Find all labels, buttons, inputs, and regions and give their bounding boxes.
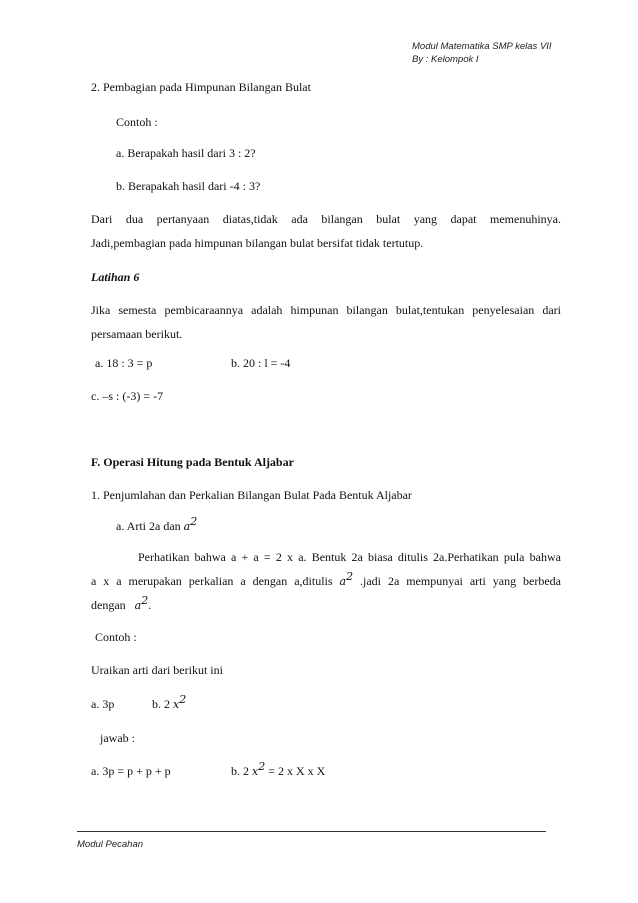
section2-title: 2. Pembagian pada Himpunan Bilangan Bulat <box>91 80 311 94</box>
exponent: 2 <box>190 515 198 528</box>
answer-a: a. 3p = p + p + p <box>91 764 171 778</box>
section2-paragraph-line1: Dari dua pertanyaan diatas,tidak ada bilangan bulat yang dapat memenuhinya. <box>91 212 561 226</box>
var-a: a <box>183 520 191 533</box>
sectionF-subsection-1: 1. Penjumlahan dan Perkalian Bilangan Bulat Pada Bentuk Aljabar <box>91 488 412 502</box>
para3-pre: dengan <box>91 598 129 612</box>
uraikan-instruction: Uraikan arti dari berikut ini <box>91 663 223 677</box>
footer-divider <box>77 831 546 832</box>
var-x: x <box>173 698 180 711</box>
example-b-prefix: b. 2 <box>152 697 173 711</box>
header-line-2: By : Kelompok I <box>412 54 479 65</box>
sectionF-paragraph-line3 <box>91 594 152 614</box>
jawab-label: jawab : <box>100 731 135 745</box>
answer-b <box>231 760 326 780</box>
latihan-title: Latihan 6 <box>91 270 140 284</box>
page-footer: Modul Pecahan <box>77 839 144 850</box>
arti-line <box>116 515 198 535</box>
sectionF-paragraph-line1: Perhatikan bahwa a + a = 2 x a. Bentuk 2a biasa ditulis 2a.Perhatikan pula bahwa <box>138 550 561 564</box>
section2-paragraph-line2: Jadi,pembagian pada himpunan bilangan bulat bersifat tidak tertutup. <box>91 236 424 250</box>
para2-pre: a x a merupakan perkalian a dengan a,ditulis <box>91 574 340 588</box>
latihan-item-b: b. 20 : l = -4 <box>231 356 291 370</box>
exponent: 2 <box>141 594 149 607</box>
page-header <box>412 40 552 66</box>
example-b <box>152 693 187 713</box>
header-line-1: Modul Matematika SMP kelas VII <box>412 41 552 52</box>
arti-prefix: a. Arti 2a dan <box>116 519 184 533</box>
section2-question-b: b. Berapakah hasil dari -4 : 3? <box>116 179 261 193</box>
para2-post: .jadi 2a mempunyai arti yang berbeda <box>353 574 562 588</box>
section2-contoh: Contoh : <box>116 115 158 129</box>
answer-b-suffix: = 2 x X x X <box>265 764 326 778</box>
var-a: a <box>134 599 142 612</box>
var-x: x <box>252 765 259 778</box>
example-a: a. 3p <box>91 697 115 711</box>
exponent: 2 <box>258 760 266 773</box>
var-a: a <box>339 575 347 588</box>
sectionF-title: F. Operasi Hitung pada Bentuk Aljabar <box>91 455 294 469</box>
latihan-paragraph-line2: persamaan berikut. <box>91 327 183 341</box>
latihan-paragraph-line1: Jika semesta pembicaraannya adalah himpunan bilangan bulat,tentukan penyelesaian dari <box>91 303 561 317</box>
latihan-item-a: a. 18 : 3 = p <box>95 356 153 370</box>
exponent: 2 <box>179 693 187 706</box>
latihan-item-c: c. –s : (-3) = -7 <box>91 389 164 403</box>
exponent: 2 <box>346 570 354 583</box>
section2-question-a: a. Berapakah hasil dari 3 : 2? <box>116 146 256 160</box>
sectionF-paragraph-line2 <box>91 570 562 590</box>
answer-b-prefix: b. 2 <box>231 764 252 778</box>
para3-post: . <box>148 598 152 612</box>
sectionF-contoh: Contoh : <box>95 630 137 644</box>
